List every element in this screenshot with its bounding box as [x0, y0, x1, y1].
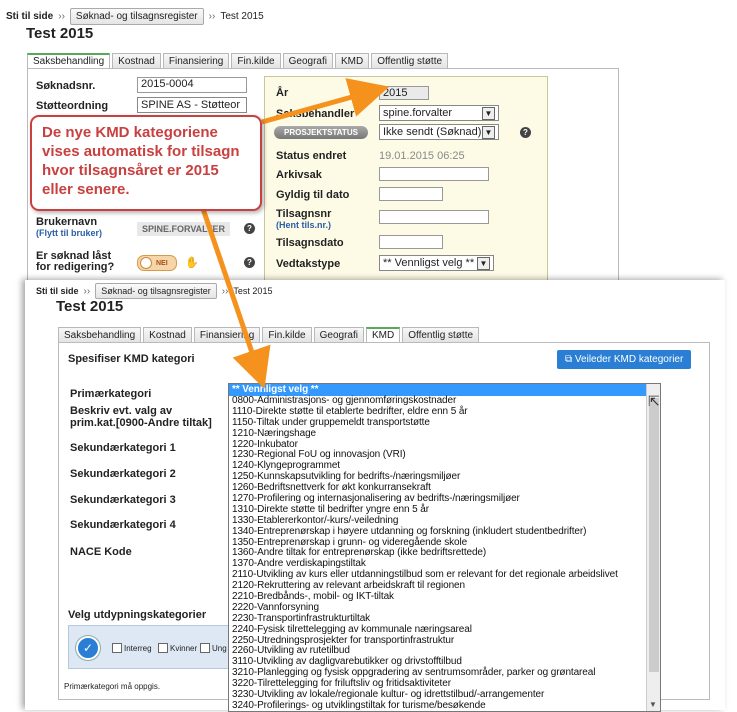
- status-endret-label: Status endret: [276, 150, 347, 162]
- arkivsak-label: Arkivsak: [276, 169, 322, 181]
- option-item[interactable]: 1340-Entreprenørskap i høyere utdanning og forskning (inkludert studentbedrifter): [232, 525, 587, 537]
- chevron-down-icon: ▼: [482, 126, 495, 139]
- breadcrumb-current: Test 2015: [220, 11, 264, 22]
- hand-icon: ✋: [185, 257, 199, 269]
- tab-saksbehandling[interactable]: Saksbehandling: [58, 327, 141, 343]
- flytt-til-bruker-link[interactable]: (Flytt til bruker): [36, 228, 103, 238]
- external-link-icon: ⧉: [565, 354, 575, 365]
- option-item[interactable]: 3230-Utvikling av lokale/regionale kultur- og idrettstilbud/-arrangementer: [232, 689, 545, 701]
- utdypning-label: Velg utdypningskategorier: [68, 609, 207, 621]
- tab-offentlig-stotte[interactable]: Offentlig støtte: [371, 53, 448, 69]
- option-item[interactable]: 2220-Vannforsyning: [232, 601, 319, 613]
- page-title: Test 2015: [26, 25, 94, 42]
- last-label-2: for redigering?: [36, 261, 115, 273]
- option-item[interactable]: 1110-Direkte støtte til etablerte bedrifter, eldre enn 5 år: [232, 405, 468, 417]
- option-item[interactable]: 2120-Rekruttering av relevant arbeidskraft til regionen: [232, 580, 465, 592]
- toggle-label: NEI: [156, 259, 168, 267]
- option-item[interactable]: 2230-Transportinfrastrukturtiltak: [232, 612, 371, 624]
- option-selected[interactable]: ** Vennligst velg **: [229, 384, 660, 396]
- prosjektstatus-pill: PROSJEKTSTATUS: [274, 126, 368, 139]
- tab-saksbehandling[interactable]: Saksbehandling: [27, 53, 110, 69]
- breadcrumb-separator: ››: [58, 11, 65, 22]
- status-endret-value: 19.01.2015 06:25: [379, 150, 465, 162]
- footnote: Primærkategori må oppgis.: [64, 682, 161, 691]
- tilsagnsnr-label: Tilsagnsnr: [276, 208, 332, 220]
- page-title: Test 2015: [56, 298, 124, 315]
- ung-label: Ung: [212, 643, 227, 653]
- chevron-down-icon: ▼: [482, 107, 495, 120]
- tab-kostnad[interactable]: Kostnad: [112, 53, 161, 69]
- breadcrumb-label: Sti til side: [6, 11, 54, 22]
- tab-finansiering[interactable]: Finansiering: [163, 53, 229, 69]
- option-item[interactable]: 3110-Utvikling av dagligvarebutikker og drivstofftilbud: [232, 656, 462, 668]
- mouse-cursor-icon: ⇱: [648, 393, 660, 409]
- help-icon[interactable]: ?: [244, 223, 255, 234]
- breadcrumb-separator: ››: [221, 285, 229, 297]
- primaerkategori-label: Primærkategori: [70, 388, 152, 400]
- info-callout: De nye KMD kategoriene vises automatisk for tilsagn hvor tilsagnsåret er 2015 eller senere.: [30, 115, 262, 211]
- arrow-to-listbox: [200, 200, 258, 370]
- arrow-to-ar-field: [262, 92, 370, 122]
- tab-finansiering[interactable]: Finansiering: [194, 327, 260, 343]
- option-item[interactable]: 1350-Entreprenørskap i grunn- og videregående skole: [232, 536, 468, 548]
- beskriv-label-2: prim.kat.[0900-Andre tiltak]: [70, 417, 212, 429]
- sekundaer-3-label: Sekundærkategori 3: [70, 494, 176, 506]
- sekundaer-2-label: Sekundærkategori 2: [70, 468, 176, 480]
- option-item[interactable]: 1220-Inkubator: [232, 438, 298, 450]
- option-item[interactable]: 1210-Næringshage: [232, 427, 317, 439]
- option-item[interactable]: 2250-Utredningsprosjekter for transportinfrastruktur: [232, 634, 455, 646]
- option-item[interactable]: 1270-Profilering og internasjonalisering av bedrifts-/næringsmiljøer: [232, 493, 520, 505]
- section-title: Spesifiser KMD kategori: [68, 353, 195, 365]
- option-item[interactable]: 0800-Administrasjons- og gjennomføringskostnader: [232, 395, 457, 406]
- option-item[interactable]: 2210-Bredbånds-, mobil- og IKT-tiltak: [232, 591, 394, 603]
- option-item[interactable]: 2240-Fysisk tilrettelegging av kommunale næringsareal: [232, 623, 472, 635]
- breadcrumb-separator: ››: [208, 11, 216, 22]
- nace-label: NACE Kode: [70, 546, 132, 558]
- option-item[interactable]: 1260-Bedriftsnettverk for økt konkurransekraft: [232, 482, 431, 494]
- tab-fin-kilde[interactable]: Fin.kilde: [262, 327, 311, 343]
- breadcrumb-label: Sti til side: [36, 286, 79, 296]
- saksbehandler-value: spine.forvalter: [383, 107, 453, 119]
- ar-field[interactable]: 2015: [379, 86, 429, 100]
- option-item[interactable]: 3240-Profilerings- og utviklingstiltak for turisme/besøkende: [232, 699, 486, 711]
- breadcrumb-register-button[interactable]: Søknad- og tilsagnsregister: [95, 283, 217, 299]
- option-item[interactable]: 1150-Tiltak under gruppemeldt transportstøtte: [232, 416, 430, 428]
- sekundaer-4-label: Sekundærkategori 4: [70, 519, 176, 531]
- option-item[interactable]: 2260-Utvikling av rutetilbud: [232, 645, 350, 657]
- tab-kmd[interactable]: KMD: [335, 53, 369, 69]
- tilsagnsdato-label: Tilsagnsdato: [276, 237, 344, 249]
- brukernavn-value: SPINE.FORVALTER: [137, 222, 230, 236]
- stotteordning-value: SPINE AS - Støtteor: [141, 99, 241, 111]
- ar-label: År: [276, 87, 289, 99]
- soknadsnr-field[interactable]: 2015-0004: [137, 77, 247, 93]
- gyldig-label: Gyldig til dato: [276, 189, 350, 201]
- check-circle-icon[interactable]: ✓: [76, 636, 100, 660]
- vedtakstype-label: Vedtakstype: [276, 258, 341, 270]
- option-item[interactable]: 3210-Planlegging og fysisk oppgradering av sentrumsområder, parker og grøntareal: [232, 667, 596, 679]
- option-item[interactable]: 1230-Regional FoU og innovasjon (VRI): [232, 449, 406, 461]
- option-item[interactable]: 1250-Kunnskapsutvikling for bedrifts-/næringsmiljøer: [232, 471, 461, 483]
- tab-kostnad[interactable]: Kostnad: [143, 327, 192, 343]
- tab-geografi[interactable]: Geografi: [283, 53, 333, 69]
- option-item[interactable]: 1330-Etablererkontor/-kurs/-veiledning: [232, 514, 399, 526]
- tab-offentlig-stotte[interactable]: Offentlig støtte: [402, 327, 479, 343]
- interreg-label: Interreg: [124, 643, 152, 653]
- tab-geografi[interactable]: Geografi: [314, 327, 364, 343]
- breadcrumb-separator: ››: [83, 285, 91, 297]
- option-item[interactable]: 1240-Klyngeprogrammet: [232, 460, 340, 472]
- breadcrumb-register-button[interactable]: Søknad- og tilsagnsregister: [70, 8, 204, 25]
- breadcrumb-current: Test 2015: [233, 286, 273, 296]
- saksbehandler-label: Saksbehandler: [276, 108, 355, 120]
- chevron-down-icon: ▼: [477, 257, 490, 270]
- beskriv-label: Beskriv evt. valg av: [70, 405, 173, 417]
- option-item[interactable]: 1360-Andre tiltak for entreprenørskap (ikke bedriftsrettede): [232, 547, 487, 559]
- option-item[interactable]: 3220-Tilrettelegging for friluftsliv og fritidsaktiviteter: [232, 678, 451, 690]
- option-item[interactable]: 1310-Direkte støtte til bedrifter yngre enn 5 år: [232, 503, 429, 515]
- tab-fin-kilde[interactable]: Fin.kilde: [231, 53, 280, 69]
- hent-tilsagnsnr-link[interactable]: (Hent tils.nr.): [276, 220, 332, 230]
- vedtakstype-value: ** Vennligst velg **: [383, 257, 475, 269]
- option-item[interactable]: 2110-Utvikling av kurs eller utdanningstilbud som er relevant for det regionale arbeidslivet: [232, 569, 618, 581]
- brukernavn-label: Brukernavn: [36, 216, 98, 228]
- help-icon[interactable]: ?: [520, 127, 531, 138]
- soknadsnr-label: Søknadsnr.: [36, 80, 96, 92]
- prosjektstatus-value: Ikke sendt (Søknad): [383, 126, 482, 138]
- kvinner-label: Kvinner: [170, 643, 198, 653]
- stotteordning-label: Støtteordning: [36, 100, 109, 112]
- last-label: Er søknad låst: [36, 250, 112, 262]
- sekundaer-1-label: Sekundærkategori 1: [70, 442, 176, 454]
- veileder-kmd-label: Veileder KMD kategorier: [574, 354, 684, 365]
- option-item[interactable]: 1370-Andre verdiskapingstiltak: [232, 558, 366, 570]
- help-icon[interactable]: ?: [244, 257, 255, 268]
- tab-kmd[interactable]: KMD: [366, 327, 400, 343]
- scroll-down-icon[interactable]: ▼: [649, 700, 657, 709]
